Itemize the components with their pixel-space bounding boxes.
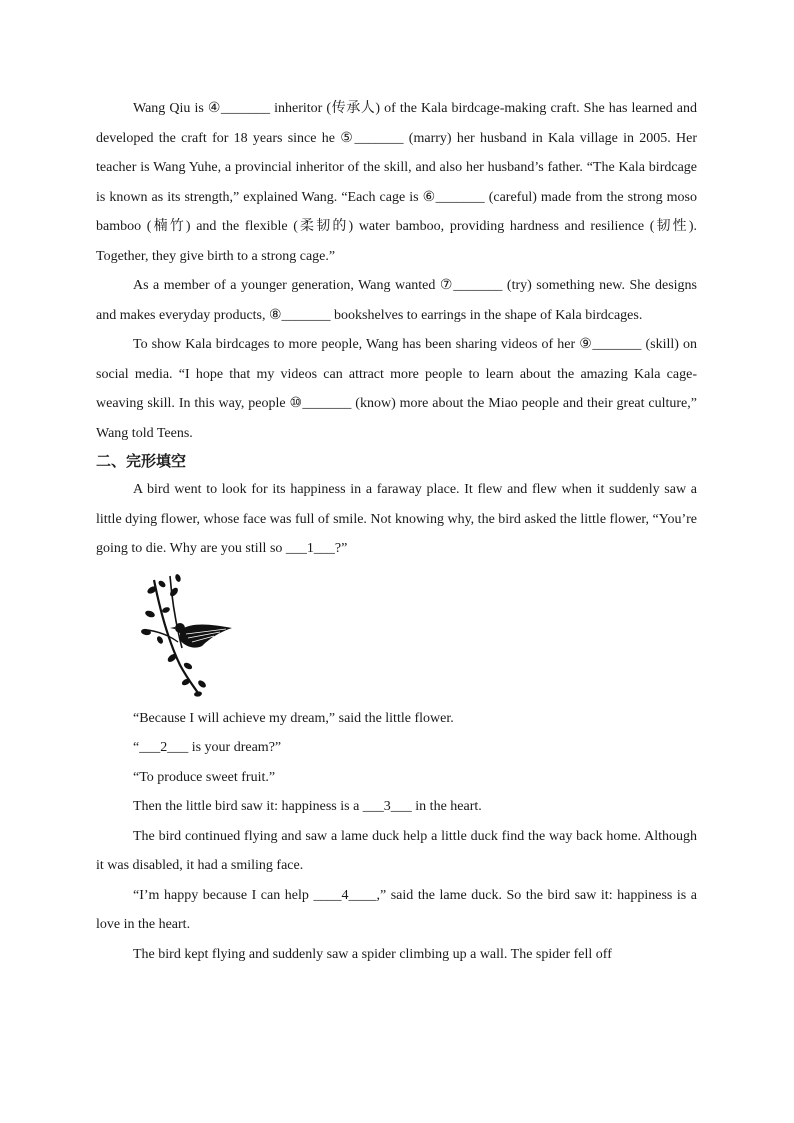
cloze-line: “To produce sweet fruit.” xyxy=(133,769,276,785)
document-page xyxy=(96,94,697,969)
cloze-line: Then the little bird saw it: happiness is a ___3___ in the heart. xyxy=(133,799,482,814)
bird-icon xyxy=(140,570,240,700)
cloze-line: “___2___ is your dream?” xyxy=(133,740,282,755)
passage-paragraph: To show Kala birdcages to more people, Wang has been sharing videos of her ⑨_______ (skill) on social media. “I hope that my videos can attract more people to learn about the amazing Kala cage-weaving skill. In this way, people ⑩_______ (know) more about the Miao people and their great culture,” Wang told Teens. xyxy=(96,337,697,441)
cloze-intro: A bird went to look for its happiness in a faraway place. It flew and flew when it suddenly saw a little dying flower, whose face was full of smile. Not knowing why, the bird asked the little flower, “You’re going to die. Why are you still so ___1___?” xyxy=(96,482,697,556)
cloze-line: The bird continued flying and saw a lame duck help a little duck find the way back home. Although it was disabled, it had a smiling face. xyxy=(96,828,697,873)
cloze-line: “Because I will achieve my dream,” said the little flower. xyxy=(133,710,454,726)
passage-paragraph: As a member of a younger generation, Wang wanted ⑦_______ (try) something new. She designs and makes everyday products, ⑧_______ bookshelves to earrings in the shape of Kala birdcages. xyxy=(96,278,697,323)
cloze-line: The bird kept flying and suddenly saw a spider climbing up a wall. The spider fell off xyxy=(133,946,612,962)
bird-on-branch-illustration xyxy=(140,570,240,700)
passage-paragraph: Wang Qiu is ④_______ inheritor (传承人) of the Kala birdcage-making craft. She has learned and developed the craft for 18 years since he ⑤_______ (marry) her husband in Kala village in 2005. Her teacher is Wang Yuhe, a provincial inheritor of the skill, and also her husband’s father. “The Kala birdcage is known as its strength,” explained Wang. “Each cage is ⑥_______ (careful) made from the strong moso bamboo (楠竹) and the flexible (柔韧的) water bamboo, providing hardness and resilience (韧性). Together, they give birth to a strong cage.” xyxy=(96,101,697,264)
cloze-line: “I’m happy because I can help ____4____,” said the lame duck. So the bird saw it: happiness is a love in the heart. xyxy=(96,887,697,932)
section-title: 二、完形填空 xyxy=(96,452,187,470)
